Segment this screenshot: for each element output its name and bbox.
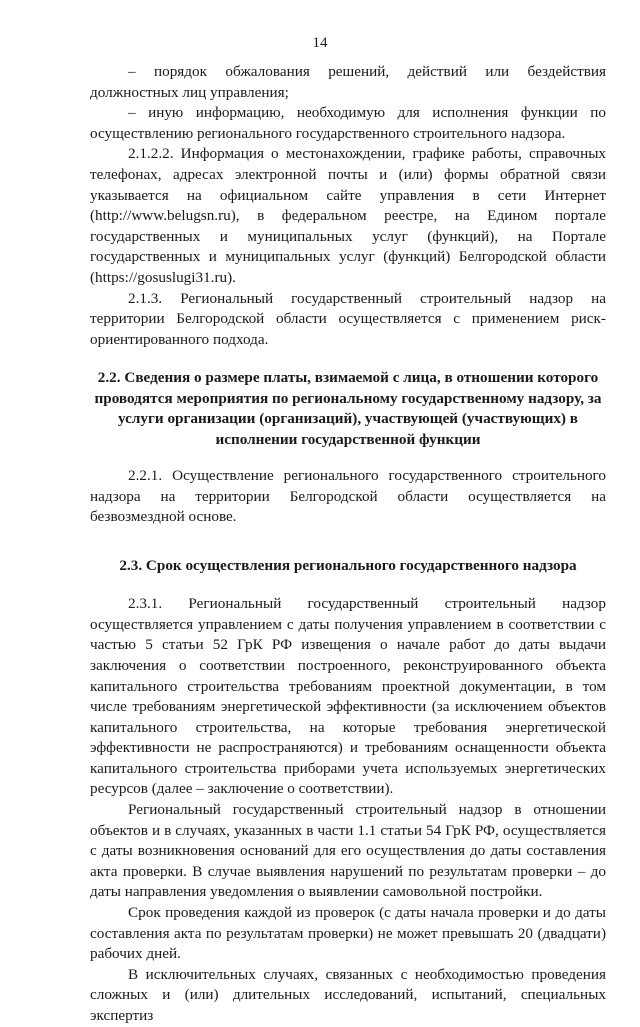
- section-heading-2-2: 2.2. Сведения о размере платы, взимаемой с лица, в отношении которого проводятся мероприятия по региональному государственному надзору, за услуги организации (организаций), участвующей (участвующих) в исполнении государственной функции: [94, 369, 602, 448]
- paragraph-exceptional-cases: В исключительных случаях, связанных с необходимостью проведения сложных и (или) длительных исследований, испытаний, специальных экспертиз: [90, 965, 606, 1024]
- paragraph-other-info: – иную информацию, необходимую для исполнения функции по осуществлению регионального государственного строительного надзора.: [90, 104, 606, 142]
- page-number: 14: [312, 35, 328, 51]
- paragraph-2-3-1: 2.3.1. Региональный государственный строительный надзор осуществляется управлением с даты получения управлением в соответствии с частью 5 статьи 52 ГрК РФ извещения о начале работ до даты выдачи заключения о соответствии построенного, реконструированного объекта капитального строительства требованиям проектной документации, в том числе требованиям энергетической эффективности (за исключением объектов капитального строительства, на которые требования энергетической эффективности не распространяются) и требованиям оснащенности объекта капитального строительства приборами учета используемых энергетических ресурсов (далее – заключение о соответствии).: [90, 595, 606, 798]
- paragraph-regional-oversight-cases: Региональный государственный строительный надзор в отношении объектов и в случаях, указанных в части 1.1 статьи 54 ГрК РФ, осуществляется с даты возникновения оснований для его осуществления до даты составления акта проверки. В случае выявления нарушений по результатам проверки – до даты направления уведомления о выявлении самовольной постройки.: [90, 801, 606, 901]
- paragraph-2-2-1: 2.2.1. Осуществление регионального государственного строительного надзора на территории Белгородской области осуществляется на безвозмездной основе.: [90, 466, 606, 526]
- paragraph-appeal-procedure: – порядок обжалования решений, действий или бездействия должностных лиц управления;: [90, 63, 606, 101]
- paragraph-2-1-3: 2.1.3. Региональный государственный строительный надзор на территории Белгородской области осуществляется с применением риск-ориентированного подхода.: [90, 289, 606, 348]
- paragraph-inspection-duration: Срок проведения каждой из проверок (с даты начала проверки и до даты составления акта по результатам проверки) не может превышать 20 (двадцати) рабочих дней.: [90, 904, 606, 963]
- document-body: [90, 62, 606, 1027]
- section-heading-2-3: 2.3. Срок осуществления регионального государственного надзора: [119, 556, 577, 574]
- paragraph-2-1-2-2: 2.1.2.2. Информация о местонахождении, графике работы, справочных телефонах, адресах электронной почты и (или) формы обратной связи указывается на официальном сайте управления в сети Интернет (http://www.belugsn.ru), в федеральном реестре, на Едином портале государственных и муниципальных услуг (функций), на Портале государственных и муниципальных услуг (функций) Белгородской области (https://gosuslugi31.ru).: [90, 145, 606, 286]
